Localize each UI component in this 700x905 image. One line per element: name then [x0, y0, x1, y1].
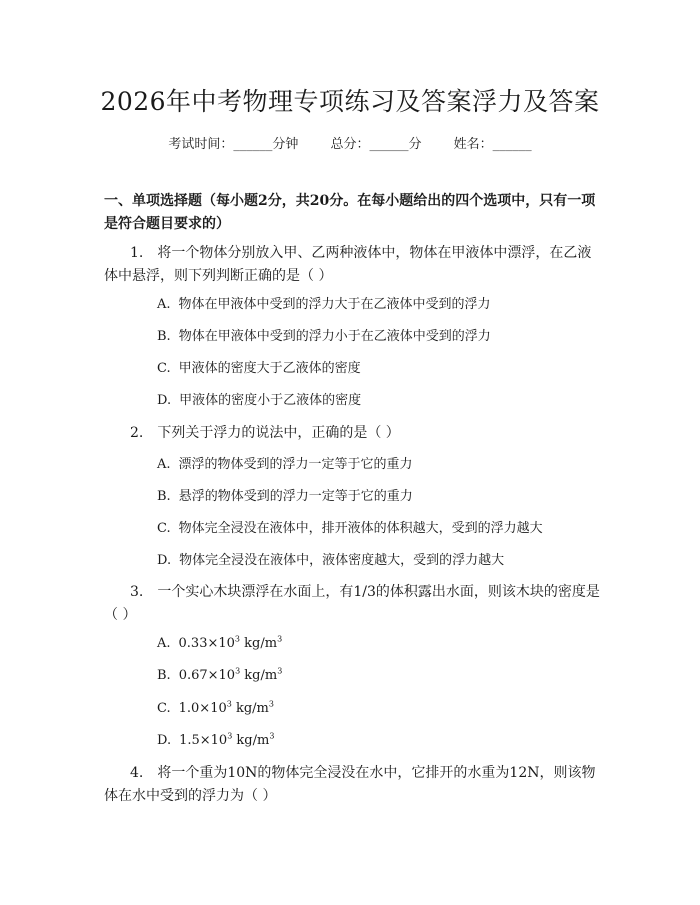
- option-letter: C.: [157, 701, 171, 716]
- page-title: 2026年中考物理专项练习及答案浮力及答案: [100, 87, 600, 116]
- option-mantissa: 0.67×10: [178, 668, 236, 683]
- option-mantissa: 0.33×10: [178, 636, 235, 651]
- option-1c: [157, 359, 597, 379]
- question-text: 一个实心木块漂浮在水面上，有1/3的体积露出水面，则该木块的密度是（ ）: [104, 584, 600, 623]
- question-3: [104, 581, 602, 627]
- question-text: 将一个物体分别放入甲、乙两种液体中，物体在甲液体中漂浮，在乙液体中悬浮，则下列判断正确的是（ ）: [104, 245, 592, 284]
- option-letter: D.: [157, 393, 172, 408]
- option-3a: [157, 634, 597, 654]
- option-2a: [157, 455, 597, 475]
- option-2c: [157, 519, 597, 539]
- option-text: 甲液体的密度小于乙液体的密度: [179, 393, 362, 408]
- option-mantissa: 1.5×10: [179, 733, 228, 748]
- option-exponent: 3: [234, 634, 241, 644]
- question-1: [104, 242, 602, 288]
- option-letter: B.: [157, 489, 171, 504]
- option-letter: A.: [157, 457, 171, 472]
- option-text: 漂浮的物体受到的浮力一定等于它的重力: [178, 457, 413, 472]
- option-unit-exponent: 3: [269, 731, 275, 741]
- option-text: 物体完全浸没在液体中，排开液体的体积越大，受到的浮力越大: [178, 521, 543, 536]
- student-name-field: 姓名：______: [453, 137, 532, 152]
- option-text: 物体在甲液体中受到的浮力大于在乙液体中受到的浮力: [178, 297, 491, 312]
- option-3d: [157, 731, 597, 751]
- question-2: [104, 422, 602, 445]
- option-unit: kg/m: [232, 733, 270, 748]
- question-number: 4.: [130, 765, 144, 781]
- option-letter: D.: [157, 553, 172, 568]
- total-score-field: 总分：______分: [330, 137, 422, 152]
- option-letter: C.: [157, 361, 171, 376]
- option-letter: C.: [157, 521, 171, 536]
- option-unit-exponent: 3: [277, 634, 283, 644]
- option-1a: [157, 295, 597, 315]
- option-unit-exponent: 3: [277, 666, 283, 676]
- option-letter: B.: [157, 329, 171, 344]
- option-letter: A.: [157, 297, 171, 312]
- option-unit: kg/m: [240, 668, 278, 683]
- option-unit-exponent: 3: [268, 699, 274, 709]
- option-1d: [157, 391, 597, 411]
- question-number: 1.: [130, 245, 144, 261]
- option-text: 物体在甲液体中受到的浮力小于在乙液体中受到的浮力: [178, 329, 491, 344]
- exam-meta: [0, 133, 700, 152]
- option-exponent: 3: [226, 699, 232, 709]
- option-1b: [157, 327, 597, 347]
- option-letter: D.: [157, 733, 172, 748]
- option-text: 悬浮的物体受到的浮力一定等于它的重力: [178, 489, 413, 504]
- section-heading: 一、单项选择题（每小题2分，共20分。在每小题给出的四个选项中，只有一项是符合题目要求的）: [104, 193, 596, 232]
- question-text: 下列关于浮力的说法中，正确的是（ ）: [157, 425, 400, 441]
- option-3b: [157, 666, 597, 686]
- option-letter: B.: [157, 668, 171, 683]
- option-letter: A.: [157, 636, 171, 651]
- option-mantissa: 1.0×10: [178, 701, 227, 716]
- option-unit: kg/m: [240, 636, 278, 651]
- option-3c: [157, 699, 597, 719]
- option-unit: kg/m: [231, 701, 269, 716]
- option-text: 物体完全浸没在液体中，液体密度越大，受到的浮力越大: [179, 553, 505, 568]
- question-4: [104, 762, 602, 808]
- option-exponent: 3: [235, 666, 241, 676]
- option-2d: [157, 551, 597, 571]
- option-exponent: 3: [227, 731, 233, 741]
- option-text: 甲液体的密度大于乙液体的密度: [178, 361, 361, 376]
- option-2b: [157, 487, 597, 507]
- question-number: 2.: [130, 425, 144, 441]
- question-number: 3.: [130, 584, 144, 600]
- question-text: 将一个重为10N的物体完全浸没在水中，它排开的水重为12N，则该物体在水中受到的浮力为（ ）: [104, 765, 596, 804]
- exam-time-field: 考试时间：______分钟: [168, 137, 299, 152]
